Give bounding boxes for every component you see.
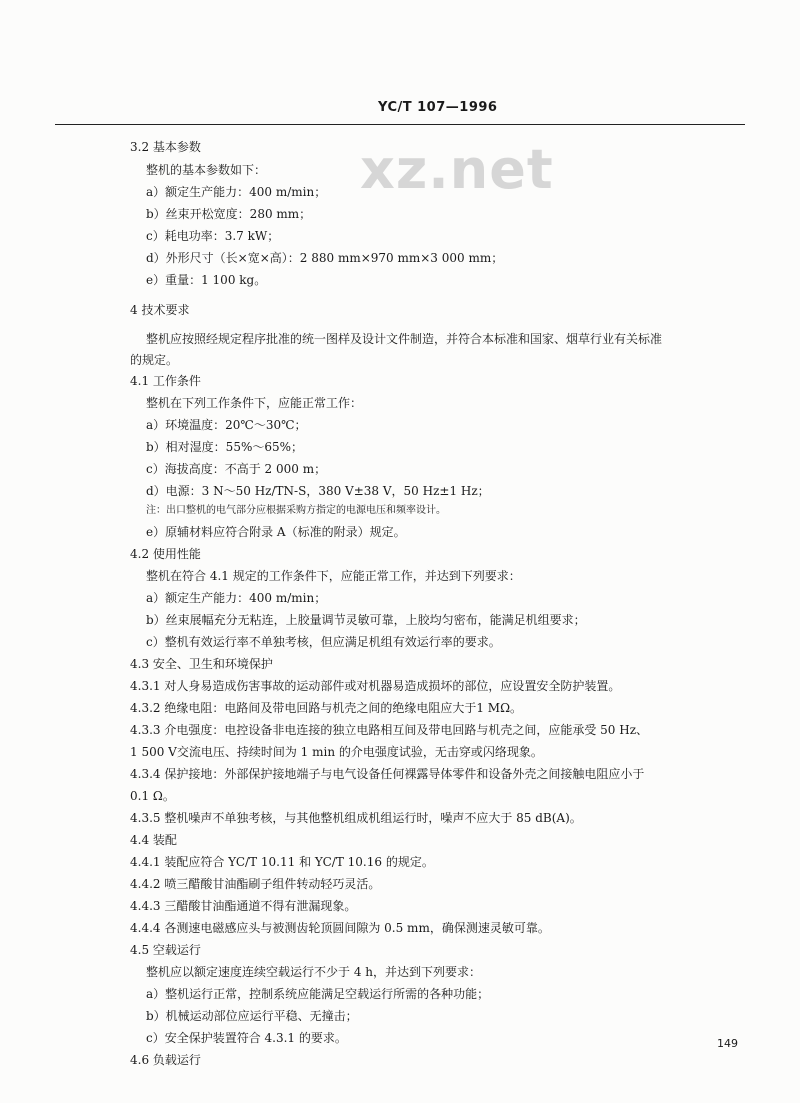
text-line: 4.3.1 对人身易造成伤害事故的运动部件或对机器易造成损坏的部位，应设置安全防护装置。: [130, 679, 621, 693]
note-text: 注：出口整机的电气部分应根据采购方指定的电源电压和频率设计。: [146, 505, 446, 516]
text-line: 4.4.4 各测速电磁感应头与被测齿轮顶圆间隙为 0.5 mm，确保测速灵敏可靠。: [130, 921, 550, 935]
text-line: a）额定生产能力：400 m/min；: [146, 185, 327, 199]
section-heading: 4.2 使用性能: [130, 547, 201, 561]
text-line: 4.3.3 介电强度：电控设备非电连接的独立电路相互间及带电回路与机壳之间，应能承受 50 Hz、: [130, 723, 649, 737]
text-line: a）整机运行正常，控制系统应能满足空载运行所需的各种功能；: [146, 987, 490, 1001]
text-line: 整机在符合 4.1 规定的工作条件下，应能正常工作，并达到下列要求：: [146, 569, 521, 583]
text-line: a）环境温度：20℃～30℃；: [146, 418, 307, 432]
text-line: 整机的基本参数如下：: [146, 163, 267, 177]
text-line: e）原辅材料应符合附录 A（标准的附录）规定。: [146, 525, 406, 539]
text-line: 4.3.4 保护接地：外部保护接地端子与电气设备任何裸露导体零件和设备外壳之间接触电阻应小于: [130, 767, 645, 781]
section-heading: 4.6 负载运行: [130, 1053, 201, 1067]
text-line: d）电源：3 N～50 Hz/TN-S，380 V±38 V，50 Hz±1 Hz；: [146, 484, 490, 498]
section-heading: 4.1 工作条件: [130, 374, 201, 388]
section-heading: 3.2 基本参数: [130, 140, 201, 154]
standard-code: YC/T 107—1996: [378, 100, 498, 115]
text-line: b）丝束开松宽度：280 mm；: [146, 207, 312, 221]
text-line: 1 500 V交流电压、持续时间为 1 min 的介电强度试验，无击穿或闪络现象。: [130, 745, 543, 759]
text-line: b）丝束展幅充分无粘连，上胶量调节灵敏可靠，上胶均匀密布，能满足机组要求；: [146, 613, 586, 627]
text-line: 0.1 Ω。: [130, 789, 175, 803]
text-line: b）相对湿度：55%～65%；: [146, 440, 304, 454]
text-line: c）安全保护装置符合 4.3.1 的要求。: [146, 1031, 347, 1045]
text-line: 整机应以额定速度连续空载运行不少于 4 h，并达到下列要求：: [146, 965, 481, 979]
text-line: 4.3.2 绝缘电阻：电路间及带电回路与机壳之间的绝缘电阻应大于1 MΩ。: [130, 701, 523, 715]
section-heading: 4.5 空载运行: [130, 943, 201, 957]
text-line: c）海拔高度：不高于 2 000 m；: [146, 462, 327, 476]
text-line: b）机械运动部位应运行平稳、无撞击；: [146, 1009, 358, 1023]
section-heading: 4.4 装配: [130, 833, 177, 847]
text-line: 4.4.3 三醋酸甘油酯通道不得有泄漏现象。: [130, 899, 357, 913]
text-line: 4.3.5 整机噪声不单独考核，与其他整机组成机组运行时，噪声不应大于 85 dB(A)。: [130, 811, 582, 825]
text-line: 4.4.2 喷三醋酸甘油酯刷子组件转动轻巧灵活。: [130, 877, 381, 891]
text-line: a）额定生产能力：400 m/min；: [146, 591, 327, 605]
text-line: d）外形尺寸（长×宽×高）：2 880 mm×970 mm×3 000 mm；: [146, 251, 504, 265]
section-heading: 4.3 安全、卫生和环境保护: [130, 657, 273, 671]
page-header: [0, 100, 800, 120]
text-line: 整机在下列工作条件下，应能正常工作：: [146, 396, 363, 410]
text-line: 的规定。: [130, 353, 179, 367]
header-rule: [55, 124, 745, 125]
text-line: 整机应按照经规定程序批准的统一图样及设计文件制造，并符合本标准和国家、烟草行业有关标准: [146, 332, 663, 346]
text-line: e）重量：1 100 kg。: [146, 273, 267, 287]
watermark: xz.net: [360, 138, 554, 201]
text-line: c）耗电功率：3.7 kW；: [146, 229, 280, 243]
section-heading: 4 技术要求: [130, 303, 190, 317]
text-line: 4.4.1 装配应符合 YC/T 10.11 和 YC/T 10.16 的规定。: [130, 855, 434, 869]
text-line: c）整机有效运行率不单独考核，但应满足机组有效运行率的要求。: [146, 635, 501, 649]
page-number: 149: [717, 1037, 738, 1050]
